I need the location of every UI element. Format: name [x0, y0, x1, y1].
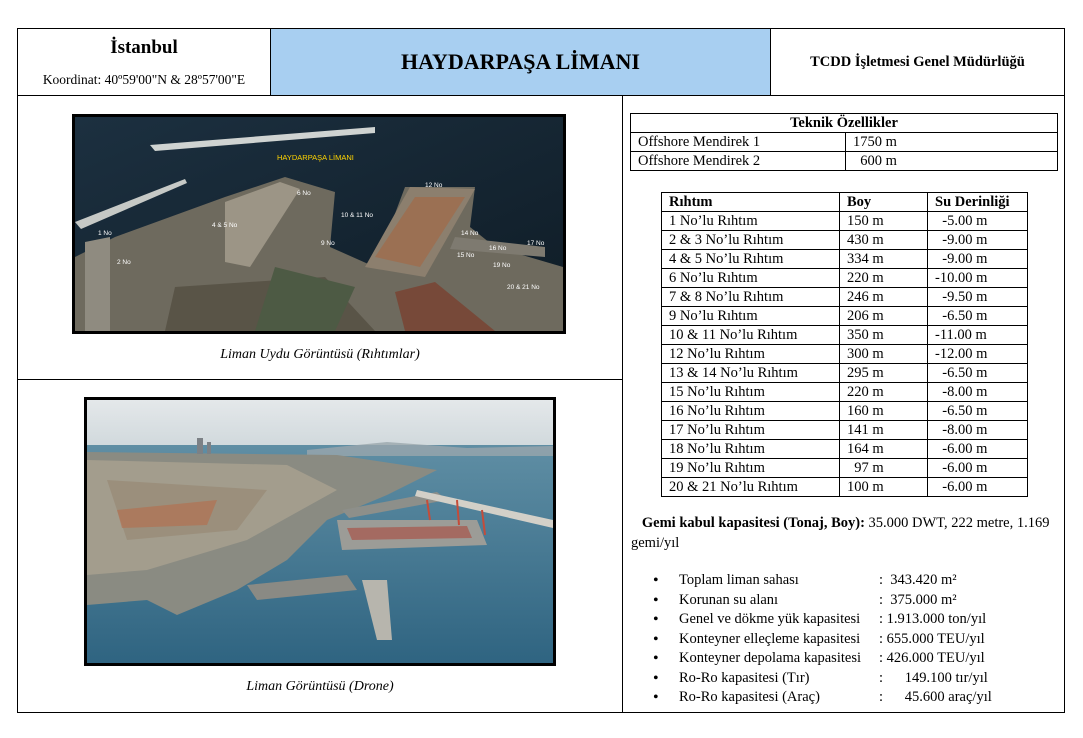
ship-capacity — [631, 513, 1061, 553]
berth-name: 4 & 5 No’lu Rıhtım — [662, 250, 840, 269]
berth-name: 7 & 8 No’lu Rıhtım — [662, 288, 840, 307]
capacity-stats-list — [650, 571, 992, 708]
berths-header-depth: Su Derinliği — [928, 193, 1028, 212]
satellite-caption: Liman Uydu Görüntüsü (Rıhtımlar) — [220, 347, 420, 362]
berth-length: 430 m — [840, 231, 928, 250]
table-row — [662, 288, 1028, 307]
berth-name: 12 No’lu Rıhtım — [662, 345, 840, 364]
table-row — [631, 152, 1058, 171]
berth-length: 246 m — [840, 288, 928, 307]
sat-label-16: 16 No — [489, 245, 507, 252]
table-row — [662, 402, 1028, 421]
berth-name: 16 No’lu Rıhtım — [662, 402, 840, 421]
table-row — [662, 212, 1028, 231]
berth-length: 100 m — [840, 478, 928, 497]
technical-title: Teknik Özellikler — [631, 114, 1058, 133]
table-row — [662, 383, 1028, 402]
list-item — [650, 669, 988, 689]
berth-length: 220 m — [840, 269, 928, 288]
stat-label: Ro-Ro kapasitesi (Araç) — [679, 689, 820, 705]
berth-name: 10 & 11 No’lu Rıhtım — [662, 326, 840, 345]
ship-capacity-value: 35.000 DWT, 222 metre, 1.169 gemi/yıl — [631, 515, 1050, 551]
ship-capacity-label: Gemi kabul kapasitesi (Tonaj, Boy): — [641, 515, 865, 531]
stat-value: : 149.100 tır/yıl — [879, 669, 988, 686]
berths-header-name: Rıhtım — [662, 193, 840, 212]
sat-label-1: 1 No — [98, 230, 112, 237]
berth-name: 15 No’lu Rıhtım — [662, 383, 840, 402]
berth-depth: -8.00 m — [928, 421, 1028, 440]
stat-value: : 45.600 araç/yıl — [879, 689, 992, 705]
port-info-sheet — [17, 28, 1065, 713]
berth-depth: -9.00 m — [928, 231, 1028, 250]
sat-label-9: 9 No — [321, 240, 335, 247]
location-cell — [18, 29, 271, 95]
technical-value: 600 m — [846, 152, 1058, 171]
berth-depth: -10.00 m — [928, 269, 1028, 288]
berth-length: 300 m — [840, 345, 928, 364]
table-row — [662, 440, 1028, 459]
berth-length: 97 m — [840, 459, 928, 478]
stat-value: : 375.000 m² — [879, 591, 957, 608]
stat-label: Korunan su alanı — [679, 591, 779, 608]
column-divider — [622, 95, 623, 712]
table-row — [662, 326, 1028, 345]
berth-name: 17 No’lu Rıhtım — [662, 421, 840, 440]
berth-length: 334 m — [840, 250, 928, 269]
berth-name: 6 No’lu Rıhtım — [662, 269, 840, 288]
berth-length: 295 m — [840, 364, 928, 383]
table-row — [631, 133, 1058, 152]
berth-length: 220 m — [840, 383, 928, 402]
stat-label: Toplam liman sahası — [679, 572, 799, 588]
sat-label-2: 2 No — [117, 259, 131, 266]
list-item — [650, 688, 992, 708]
berth-depth: -12.00 m — [928, 345, 1028, 364]
sat-label-15: 15 No — [457, 252, 475, 259]
berth-length: 150 m — [840, 212, 928, 231]
berth-depth: -6.50 m — [928, 402, 1028, 421]
table-row — [662, 307, 1028, 326]
authority-name: TCDD İşletmesi Genel Müdürlüğü — [810, 53, 1025, 70]
stat-label: Genel ve dökme yük kapasitesi — [679, 611, 861, 627]
table-row — [662, 364, 1028, 383]
sat-label-17: 17 No — [527, 240, 545, 247]
list-item — [650, 591, 957, 611]
sat-label-12: 12 No — [425, 182, 443, 189]
berth-length: 350 m — [840, 326, 928, 345]
stat-label: Ro-Ro kapasitesi (Tır) — [679, 669, 810, 686]
table-row — [662, 421, 1028, 440]
berth-depth: -9.00 m — [928, 250, 1028, 269]
sat-label-20-21: 20 & 21 No — [507, 284, 540, 291]
drone-image — [84, 397, 556, 666]
berth-name: 18 No’lu Rıhtım — [662, 440, 840, 459]
berth-depth: -6.50 m — [928, 364, 1028, 383]
table-row — [662, 269, 1028, 288]
technical-table — [630, 113, 1058, 171]
berths-header-length: Boy — [840, 193, 928, 212]
table-row — [662, 478, 1028, 497]
berths-body — [662, 212, 1028, 497]
berth-name: 19 No’lu Rıhtım — [662, 459, 840, 478]
sat-label-6: 6 No — [297, 190, 311, 197]
berth-name: 13 & 14 No’lu Rıhtım — [662, 364, 840, 383]
stat-label: Konteyner depolama kapasitesi — [679, 650, 861, 666]
berth-depth: -11.00 m — [928, 326, 1028, 345]
berth-name: 20 & 21 No’lu Rıhtım — [662, 478, 840, 497]
berth-length: 160 m — [840, 402, 928, 421]
berth-length: 164 m — [840, 440, 928, 459]
sat-label-14: 14 No — [461, 230, 479, 237]
berth-depth: -6.00 m — [928, 459, 1028, 478]
technical-name: Offshore Mendirek 2 — [631, 152, 846, 171]
technical-value: 1750 m — [846, 133, 1058, 152]
berth-depth: -9.50 m — [928, 288, 1028, 307]
berth-depth: -6.50 m — [928, 307, 1028, 326]
sat-label-port: HAYDARPAŞA LİMANI — [277, 153, 354, 162]
berth-name: 1 No’lu Rıhtım — [662, 212, 840, 231]
drone-caption: Liman Görüntüsü (Drone) — [246, 679, 394, 694]
image-divider — [18, 379, 622, 380]
berth-depth: -8.00 m — [928, 383, 1028, 402]
table-row — [662, 250, 1028, 269]
header-divider — [18, 95, 1064, 96]
stat-value: : 655.000 TEU/yıl — [879, 630, 985, 647]
table-row — [662, 345, 1028, 364]
technical-name: Offshore Mendirek 1 — [631, 133, 846, 152]
sat-label-10-11: 10 & 11 No — [341, 212, 374, 219]
sat-label-19: 19 No — [493, 262, 511, 269]
stat-label: Konteyner elleçleme kapasitesi — [679, 630, 861, 647]
berth-name: 2 & 3 No’lu Rıhtım — [662, 231, 840, 250]
list-item — [650, 649, 985, 669]
berth-depth: -6.00 m — [928, 478, 1028, 497]
list-item — [650, 630, 985, 650]
stat-value: : 426.000 TEU/yıl — [879, 650, 985, 666]
berth-depth: -5.00 m — [928, 212, 1028, 231]
table-row — [662, 231, 1028, 250]
coordinates: Koordinat: 40º59'00"N & 28º57'00"E — [42, 72, 246, 87]
stat-value: : 343.420 m² — [879, 572, 957, 588]
page-title: HAYDARPAŞA LİMANI — [271, 29, 771, 95]
berths-table — [661, 192, 1028, 497]
stat-value: : 1.913.000 ton/yıl — [879, 611, 987, 627]
city-name: İstanbul — [110, 37, 178, 58]
list-item — [650, 610, 987, 630]
satellite-image — [72, 114, 566, 334]
berth-length: 141 m — [840, 421, 928, 440]
berths-header-row — [662, 193, 1028, 212]
berth-depth: -6.00 m — [928, 440, 1028, 459]
table-row — [662, 459, 1028, 478]
berth-name: 9 No’lu Rıhtım — [662, 307, 840, 326]
berth-length: 206 m — [840, 307, 928, 326]
sat-label-4-5: 4 & 5 No — [212, 222, 238, 229]
list-item — [650, 571, 957, 591]
